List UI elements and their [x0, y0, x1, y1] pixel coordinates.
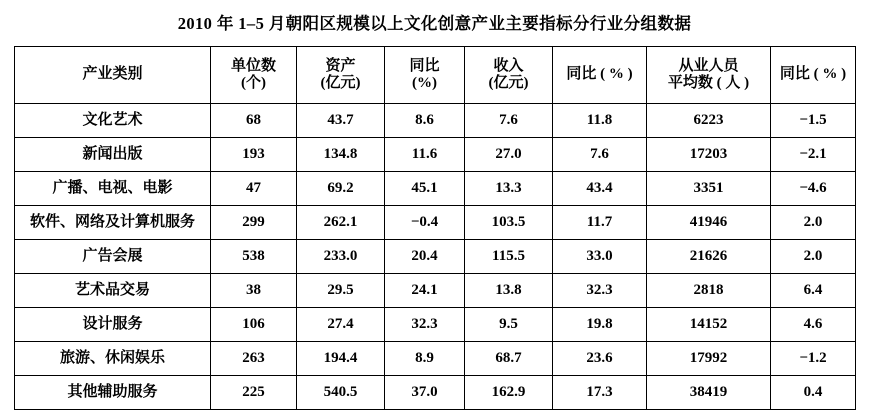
cell-employees-yoy: −4.6	[771, 172, 856, 206]
cell-employees: 3351	[647, 172, 771, 206]
cell-employees-yoy: −2.1	[771, 138, 856, 172]
cell-income: 13.8	[465, 274, 553, 308]
cell-employees: 2818	[647, 274, 771, 308]
table-row	[15, 104, 856, 138]
cell-units: 299	[211, 206, 297, 240]
cell-employees-yoy: 2.0	[771, 206, 856, 240]
table-header-row	[15, 47, 856, 104]
cell-income-yoy: 11.7	[553, 206, 647, 240]
cell-income-yoy: 17.3	[553, 376, 647, 410]
cell-income-yoy: 43.4	[553, 172, 647, 206]
cell-assets-yoy: 37.0	[385, 376, 465, 410]
cell-category: 新闻出版	[15, 138, 211, 172]
cell-income-yoy: 23.6	[553, 342, 647, 376]
cell-assets: 194.4	[297, 342, 385, 376]
cell-category: 广播、电视、电影	[15, 172, 211, 206]
cell-assets-yoy: 11.6	[385, 138, 465, 172]
cell-assets-yoy: 8.6	[385, 104, 465, 138]
table-row	[15, 308, 856, 342]
cell-employees: 41946	[647, 206, 771, 240]
cell-units: 225	[211, 376, 297, 410]
cell-income: 68.7	[465, 342, 553, 376]
cell-units: 38	[211, 274, 297, 308]
cell-assets: 69.2	[297, 172, 385, 206]
cell-assets: 29.5	[297, 274, 385, 308]
table-body	[15, 104, 856, 410]
table-row	[15, 342, 856, 376]
column-header-units: 单位数 (个)	[211, 47, 297, 104]
cell-units: 47	[211, 172, 297, 206]
column-header-employees-yoy: 同比 ( % )	[771, 47, 856, 104]
cell-units: 106	[211, 308, 297, 342]
table-row	[15, 240, 856, 274]
cell-assets-yoy: 24.1	[385, 274, 465, 308]
column-header-assets-yoy: 同比 (%)	[385, 47, 465, 104]
cell-category: 文化艺术	[15, 104, 211, 138]
cell-income: 9.5	[465, 308, 553, 342]
table-container	[0, 46, 869, 410]
cell-category: 其他辅助服务	[15, 376, 211, 410]
cell-units: 193	[211, 138, 297, 172]
cell-employees: 38419	[647, 376, 771, 410]
page-title: 2010 年 1–5 月朝阳区规模以上文化创意产业主要指标分行业分组数据	[177, 14, 692, 33]
cell-employees-yoy: −1.2	[771, 342, 856, 376]
industry-indicators-table	[14, 46, 856, 410]
table-row	[15, 206, 856, 240]
column-header-income-yoy: 同比 ( % )	[553, 47, 647, 104]
cell-category: 艺术品交易	[15, 274, 211, 308]
cell-employees: 17203	[647, 138, 771, 172]
cell-assets-yoy: 20.4	[385, 240, 465, 274]
cell-category: 设计服务	[15, 308, 211, 342]
table-row	[15, 274, 856, 308]
cell-income-yoy: 33.0	[553, 240, 647, 274]
cell-assets: 134.8	[297, 138, 385, 172]
cell-income-yoy: 11.8	[553, 104, 647, 138]
cell-category: 广告会展	[15, 240, 211, 274]
cell-assets: 233.0	[297, 240, 385, 274]
cell-employees: 6223	[647, 104, 771, 138]
cell-employees-yoy: 0.4	[771, 376, 856, 410]
cell-assets: 43.7	[297, 104, 385, 138]
cell-employees: 21626	[647, 240, 771, 274]
cell-category: 软件、网络及计算机服务	[15, 206, 211, 240]
cell-assets-yoy: 45.1	[385, 172, 465, 206]
table-row	[15, 138, 856, 172]
cell-category: 旅游、休闲娱乐	[15, 342, 211, 376]
cell-income-yoy: 7.6	[553, 138, 647, 172]
column-header-assets: 资产 (亿元)	[297, 47, 385, 104]
cell-assets: 262.1	[297, 206, 385, 240]
cell-income: 103.5	[465, 206, 553, 240]
cell-income: 27.0	[465, 138, 553, 172]
cell-employees: 17992	[647, 342, 771, 376]
cell-income: 162.9	[465, 376, 553, 410]
cell-units: 68	[211, 104, 297, 138]
cell-assets-yoy: 8.9	[385, 342, 465, 376]
cell-assets: 540.5	[297, 376, 385, 410]
cell-income-yoy: 19.8	[553, 308, 647, 342]
cell-units: 263	[211, 342, 297, 376]
cell-employees-yoy: 6.4	[771, 274, 856, 308]
column-header-employees: 从业人员 平均数 ( 人 )	[647, 47, 771, 104]
cell-employees-yoy: −1.5	[771, 104, 856, 138]
cell-assets-yoy: 32.3	[385, 308, 465, 342]
cell-employees-yoy: 2.0	[771, 240, 856, 274]
table-header	[15, 47, 856, 104]
cell-assets-yoy: −0.4	[385, 206, 465, 240]
cell-units: 538	[211, 240, 297, 274]
cell-employees-yoy: 4.6	[771, 308, 856, 342]
table-row	[15, 376, 856, 410]
column-header-category: 产业类别	[15, 47, 211, 104]
cell-employees: 14152	[647, 308, 771, 342]
cell-income: 115.5	[465, 240, 553, 274]
cell-income-yoy: 32.3	[553, 274, 647, 308]
table-row	[15, 172, 856, 206]
cell-assets: 27.4	[297, 308, 385, 342]
column-header-income: 收入 (亿元)	[465, 47, 553, 104]
cell-income: 13.3	[465, 172, 553, 206]
cell-income: 7.6	[465, 104, 553, 138]
